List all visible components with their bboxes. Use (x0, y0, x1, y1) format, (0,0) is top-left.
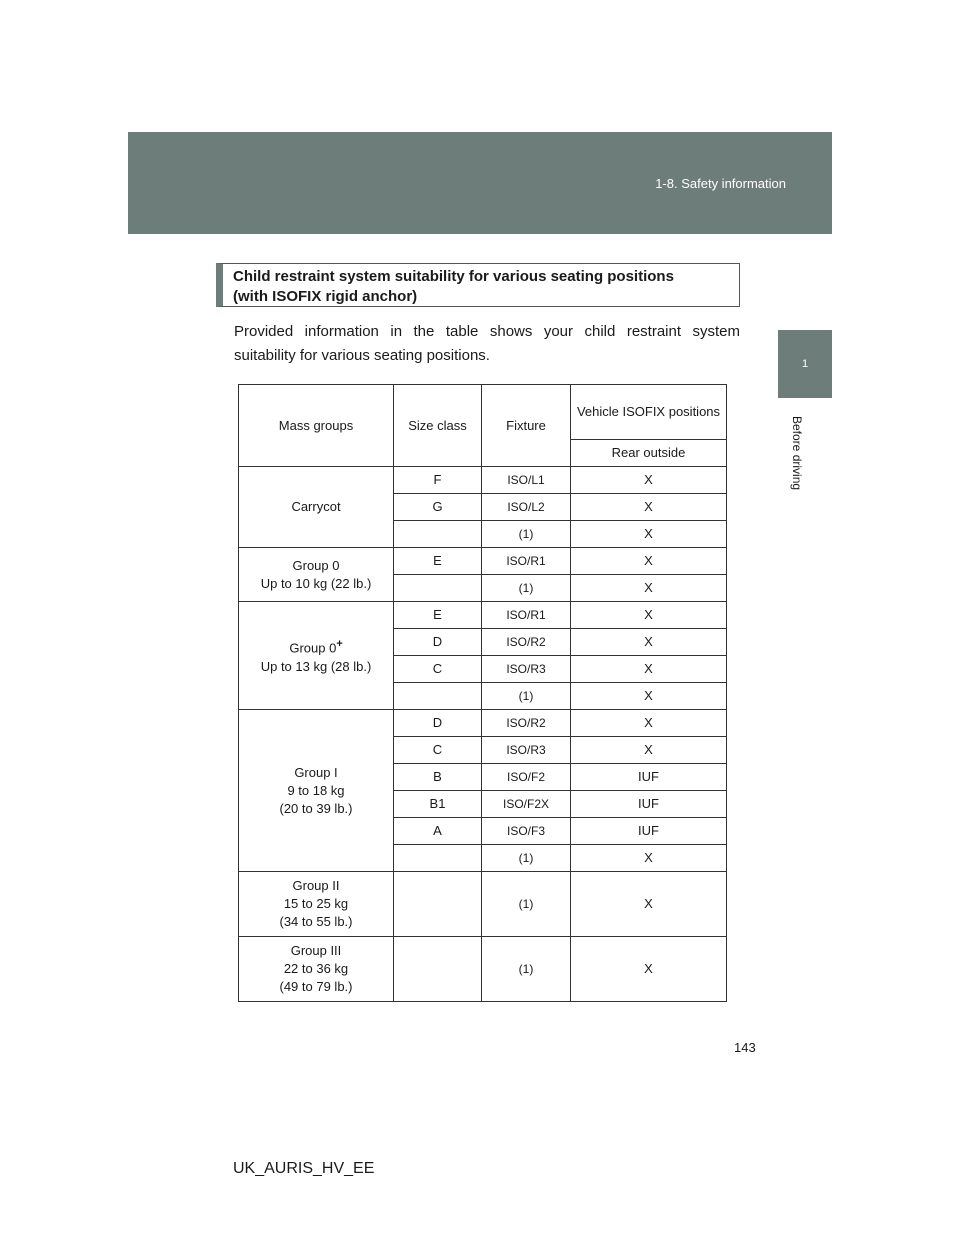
suitability-table (238, 384, 727, 1002)
size-class-cell: C (394, 656, 482, 683)
mass-group-cell (239, 937, 394, 1002)
size-class-cell (394, 845, 482, 872)
chapter-tab[interactable] (778, 330, 832, 398)
rear-outside-cell: X (571, 467, 727, 494)
fixture-cell: ISO/R3 (482, 737, 571, 764)
rear-outside-cell: X (571, 710, 727, 737)
header-size-class: Size class (394, 385, 482, 467)
heading-line-1: Child restraint system suitability for various seating positions (233, 268, 674, 285)
fixture-cell: ISO/R1 (482, 548, 571, 575)
table-row (239, 602, 727, 629)
fixture-cell: ISO/L1 (482, 467, 571, 494)
size-class-cell (394, 872, 482, 937)
size-class-cell: E (394, 602, 482, 629)
fixture-cell: (1) (482, 872, 571, 937)
rear-outside-cell: X (571, 629, 727, 656)
table-row (239, 548, 727, 575)
fixture-cell: ISO/R2 (482, 710, 571, 737)
plus-superscript: + (336, 638, 343, 651)
mass-group-cell (239, 872, 394, 937)
chapter-label (790, 416, 804, 516)
fixture-cell: ISO/R2 (482, 629, 571, 656)
size-class-cell (394, 937, 482, 1002)
rear-outside-cell: IUF (571, 764, 727, 791)
rear-outside-cell: X (571, 656, 727, 683)
mass-group-line: Group I (294, 764, 338, 780)
mass-group-line: 22 to 36 kg (283, 961, 349, 976)
size-class-cell (394, 683, 482, 710)
fixture-cell: (1) (482, 683, 571, 710)
size-class-cell: A (394, 818, 482, 845)
rear-outside-cell: X (571, 494, 727, 521)
mass-group-line: Up to 10 kg (22 lb.) (260, 575, 372, 591)
size-class-cell: G (394, 494, 482, 521)
mass-group-line: (34 to 55 lb.) (279, 914, 353, 929)
mass-group-line: 15 to 25 kg (283, 896, 349, 911)
mass-group-line: Carrycot (291, 499, 341, 514)
header-fixture: Fixture (482, 385, 571, 467)
mass-group-line: Group III (290, 943, 342, 958)
mass-group-cell (239, 710, 394, 872)
mass-group-line: Group 0 (292, 557, 340, 573)
rear-outside-cell: X (571, 737, 727, 764)
fixture-cell: (1) (482, 845, 571, 872)
heading-line-2: (with ISOFIX rigid anchor) (233, 288, 418, 305)
fixture-cell: (1) (482, 521, 571, 548)
document-code: UK_AURIS_HV_EE (233, 1160, 375, 1177)
rear-outside-cell: X (571, 683, 727, 710)
header-mass-groups: Mass groups (239, 385, 394, 467)
size-class-cell: F (394, 467, 482, 494)
mass-group-line: Group 0+ (289, 638, 343, 656)
intro-paragraph: Provided information in the table shows your child restraint system suitability for various seating positions. (234, 323, 740, 364)
fixture-cell: ISO/F3 (482, 818, 571, 845)
chapter-label-text: Before driving (790, 416, 804, 491)
section-heading (216, 263, 740, 307)
header-band (128, 132, 832, 234)
rear-outside-cell: X (571, 548, 727, 575)
fixture-cell: (1) (482, 937, 571, 1002)
header-vehicle-positions: Vehicle ISOFIX positions (571, 385, 727, 440)
page-number: 143 (734, 1040, 756, 1055)
mass-group-cell (239, 467, 394, 548)
rear-outside-cell: X (571, 521, 727, 548)
mass-group-line: Up to 13 kg (28 lb.) (260, 658, 372, 674)
mass-group-cell (239, 548, 394, 602)
chapter-number: 1 (801, 358, 809, 370)
rear-outside-cell: X (571, 845, 727, 872)
size-class-cell: D (394, 629, 482, 656)
fixture-cell: ISO/R3 (482, 656, 571, 683)
fixture-cell: ISO/F2X (482, 791, 571, 818)
table-row (239, 467, 727, 494)
table-row (239, 937, 727, 1002)
rear-outside-cell: IUF (571, 791, 727, 818)
table-row (239, 710, 727, 737)
mass-group-cell (239, 602, 394, 710)
rear-outside-cell: X (571, 575, 727, 602)
rear-outside-cell: IUF (571, 818, 727, 845)
size-class-cell: C (394, 737, 482, 764)
mass-group-line: 9 to 18 kg (287, 782, 345, 798)
size-class-cell: B (394, 764, 482, 791)
size-class-cell (394, 575, 482, 602)
table-body (239, 467, 727, 1002)
mass-group-line: (49 to 79 lb.) (279, 979, 353, 994)
rear-outside-cell: X (571, 602, 727, 629)
fixture-cell: ISO/F2 (482, 764, 571, 791)
size-class-cell: D (394, 710, 482, 737)
size-class-cell (394, 521, 482, 548)
section-title: 1-8. Safety information (655, 176, 786, 191)
rear-outside-cell: X (571, 872, 727, 937)
fixture-cell: ISO/L2 (482, 494, 571, 521)
size-class-cell: B1 (394, 791, 482, 818)
fixture-cell: ISO/R1 (482, 602, 571, 629)
mass-group-line: (20 to 39 lb.) (279, 800, 353, 816)
header-rear-outside: Rear outside (571, 440, 727, 467)
mass-group-line: Group II (292, 878, 340, 893)
rear-outside-cell: X (571, 937, 727, 1002)
table-row (239, 872, 727, 937)
size-class-cell: E (394, 548, 482, 575)
fixture-cell: (1) (482, 575, 571, 602)
